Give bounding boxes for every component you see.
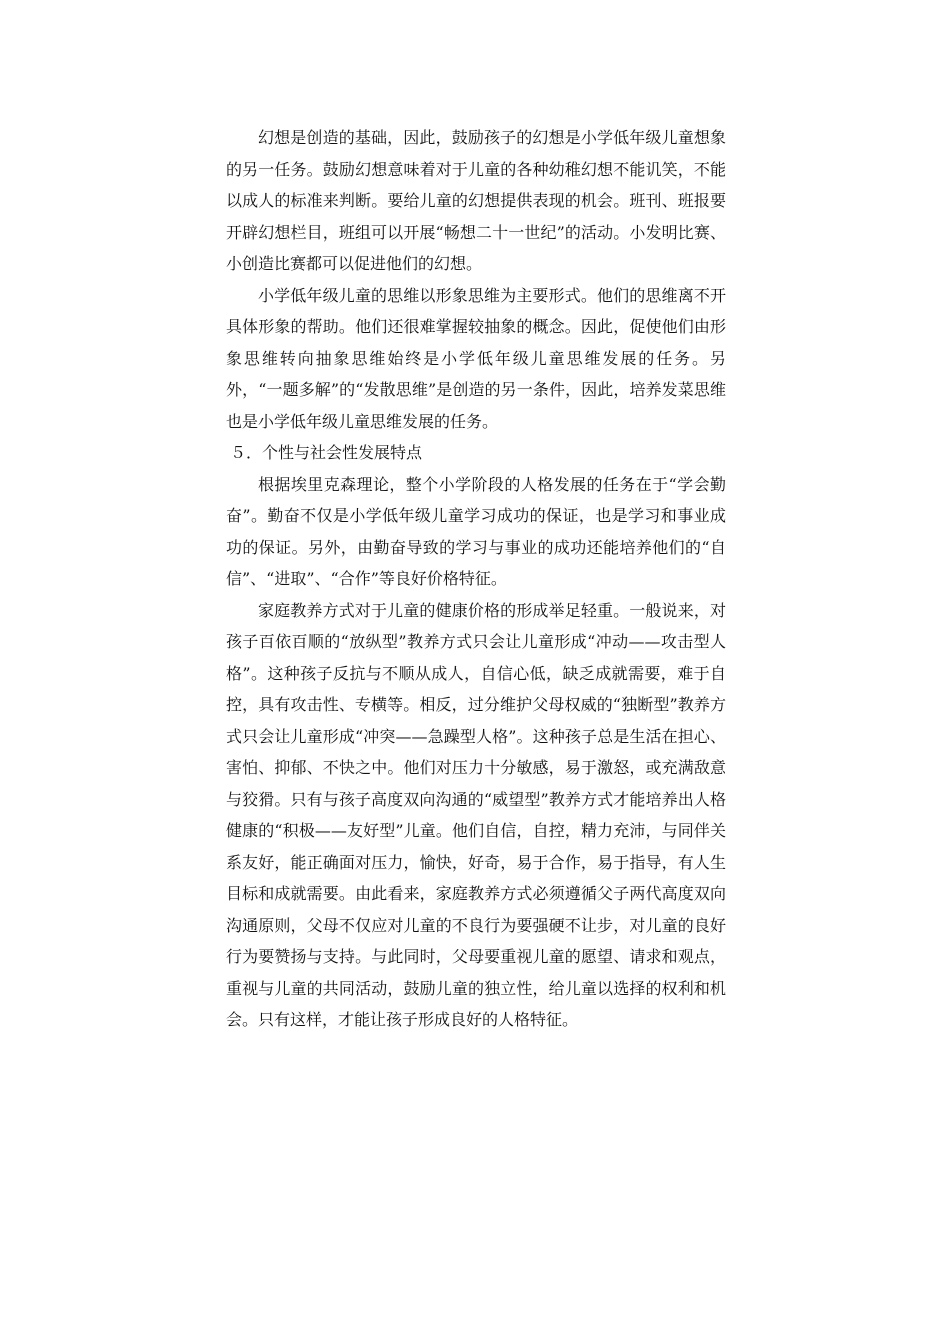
section-heading: ５．个性与社会性发展特点 [230, 443, 423, 462]
paragraph-thinking: 小学低年级儿童的思维以形象思维为主要形式。他们的思维离不开具体形象的帮助。他们还很难掌握较抽象的概念。因此，促使他们由形象思维转向抽象思维始终是小学低年级儿童思维发展的任务。另外，“一题多解”的“发散思维”是创造的另一条件，因此，培养发菜思维也是小学低年级儿童思维发展的任务。 [226, 285, 726, 431]
paragraph-fantasy: 幻想是创造的基础，因此，鼓励孩子的幻想是小学低年级儿童想象的另一任务。鼓励幻想意味着对于儿童的各种幼稚幻想不能讥笑，不能以成人的标准来判断。要给儿童的幻想提供表现的机会。班刊、班报要开辟幻想栏目，班组可以开展“畅想二十一世纪”的活动。小发明比赛、小创造比赛都可以促进他们的幻想。 [226, 128, 726, 273]
document-page [226, 122, 726, 1036]
paragraph-parenting: 家庭教养方式对于儿童的健康价格的形成举足轻重。一般说来，对孩子百依百顺的“放纵型”教养方式只会让儿童形成“冲动——攻击型人格”。这种孩子反抗与不顺从成人，自信心低，缺乏成就需要，难于自控，具有攻击性、专横等。相反，过分维护父母权威的“独断型”教养方式只会让儿童形成“冲突——急躁型人格”。这种孩子总是生活在担心、害怕、抑郁、不快之中。他们对压力十分敏感，易于激怒，或充满敌意与狡猾。只有与孩子高度双向沟通的“威望型”教养方式才能培养出人格健康的“积极——友好型”儿童。他们自信，自控，精力充沛，与同伴关系友好，能正确面对压力，愉快，好奇，易于合作，易于指导，有人生目标和成就需要。由此看来，家庭教养方式必须遵循父子两代高度双向沟通原则，父母不仅应对儿童的不良行为要强硬不让步，对儿童的良好行为要赞扬与支持。与此同时，父母要重视儿童的愿望、请求和观点，重视与儿童的共同活动，鼓励儿童的独立性，给儿童以选择的权利和机会。只有这样，才能让孩子形成良好的人格特征。 [226, 600, 726, 1029]
paragraph-erikson: 根据埃里克森理论，整个小学阶段的人格发展的任务在于“学会勤奋”。勤奋不仅是小学低年级儿童学习成功的保证，也是学习和事业成功的保证。另外，由勤奋导致的学习与事业的成功还能培养他们的“自信”、“进取”、“合作”等良好价格特征。 [226, 474, 726, 588]
